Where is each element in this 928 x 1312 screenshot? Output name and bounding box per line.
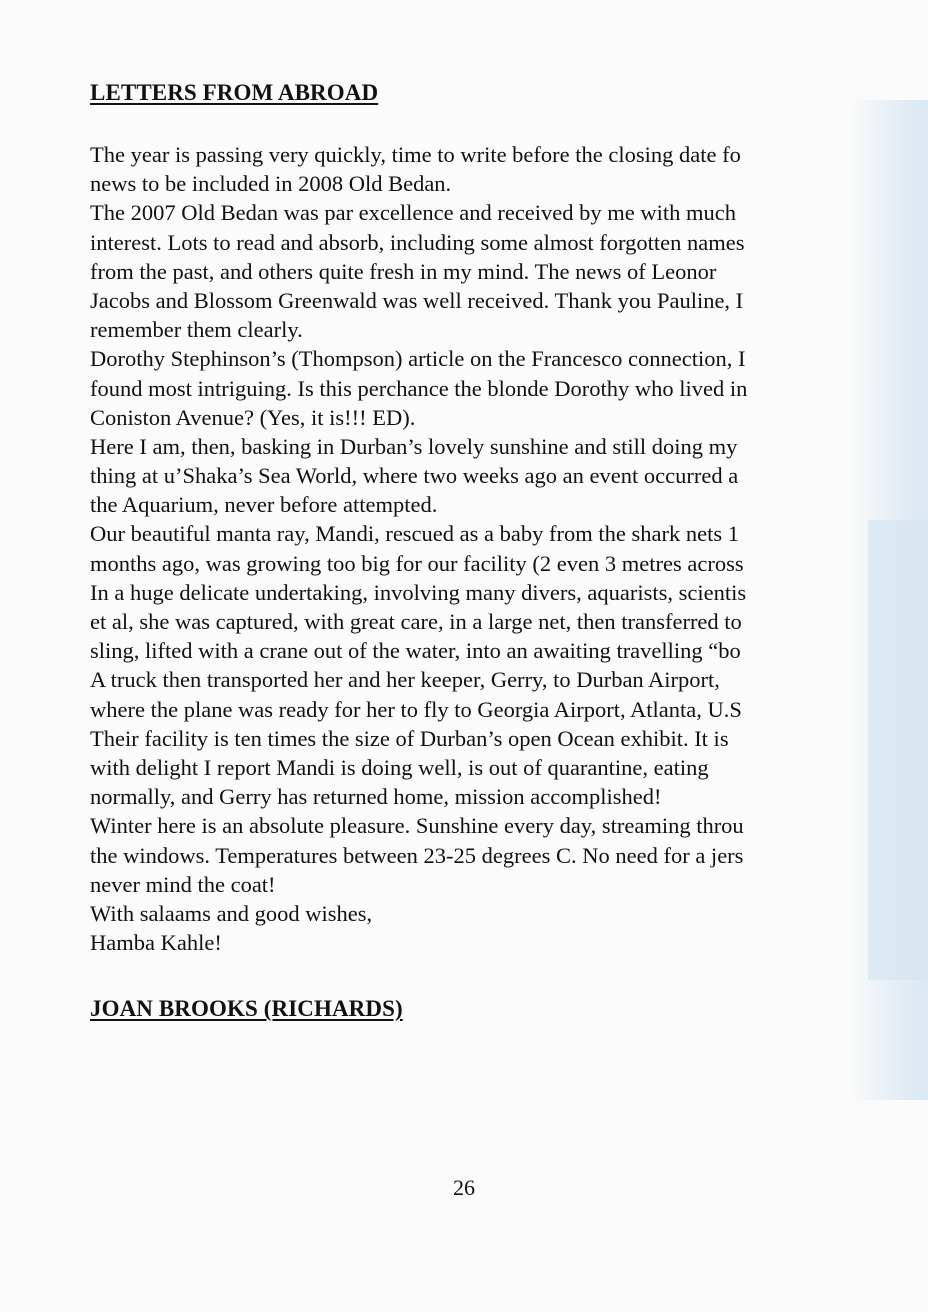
- text-line: never mind the coat!: [90, 871, 276, 897]
- text-line: the windows. Temperatures between 23-25 degrees C. No need for a jers: [90, 842, 744, 868]
- text-line: the Aquarium, never before attempted.: [90, 492, 438, 518]
- author-signature: JOAN BROOKS (RICHARDS): [90, 996, 403, 1021]
- text-line: Our beautiful manta ray, Mandi, rescued as a baby from the shark nets 1: [90, 521, 739, 547]
- text-line: Here I am, then, basking in Durban’s lovely sunshine and still doing my: [90, 433, 738, 459]
- text-line: Coniston Avenue? (Yes, it is!!! ED).: [90, 404, 416, 430]
- text-line: Jacobs and Blossom Greenwald was well received. Thank you Pauline, I: [90, 287, 744, 313]
- text-line: The year is passing very quickly, time to write before the closing date fo: [90, 142, 741, 167]
- article-title: LETTERS FROM ABROAD: [90, 80, 379, 105]
- text-line: thing at u’Shaka’s Sea World, where two weeks ago an event occurred a: [90, 463, 739, 489]
- text-line: The 2007 Old Bedan was par excellence and received by me with much: [90, 200, 737, 226]
- text-line: Their facility is ten times the size of Durban’s open Ocean exhibit. It is: [90, 725, 729, 751]
- letter-body: [90, 140, 850, 957]
- text-line: et al, she was captured, with great care, in a large net, then transferred to: [90, 609, 742, 634]
- text-line: remember them clearly.: [90, 317, 303, 343]
- page-number: 26: [453, 1175, 475, 1200]
- text-line: news to be included in 2008 Old Bedan.: [90, 171, 452, 197]
- text-line: interest. Lots to read and absorb, including some almost forgotten names: [90, 229, 745, 255]
- text-line: normally, and Gerry has returned home, mission accomplished!: [90, 784, 662, 810]
- text-line: With salaams and good wishes,: [90, 900, 373, 926]
- text-line: where the plane was ready for her to fly to Georgia Airport, Atlanta, U.S: [90, 696, 742, 722]
- text-line: sling, lifted with a crane out of the water, into an awaiting travelling “bo: [90, 638, 741, 664]
- text-line: Dorothy Stephinson’s (Thompson) article on the Francesco connection, I: [90, 346, 746, 372]
- text-line: In a huge delicate undertaking, involving many divers, aquarists, scientis: [90, 579, 747, 605]
- bleed-through-shading: [868, 520, 928, 980]
- text-line: Hamba Kahle!: [90, 930, 222, 956]
- text-line: from the past, and others quite fresh in my mind. The news of Leonor: [90, 258, 717, 284]
- text-line: Winter here is an absolute pleasure. Sunshine every day, streaming throu: [90, 813, 744, 839]
- text-line: A truck then transported her and her keeper, Gerry, to Durban Airport,: [90, 667, 720, 693]
- text-line: with delight I report Mandi is doing well, is out of quarantine, eating: [90, 754, 709, 780]
- text-line: months ago, was growing too big for our facility (2 even 3 metres across: [90, 550, 744, 576]
- text-line: found most intriguing. Is this perchance the blonde Dorothy who lived in: [90, 375, 748, 401]
